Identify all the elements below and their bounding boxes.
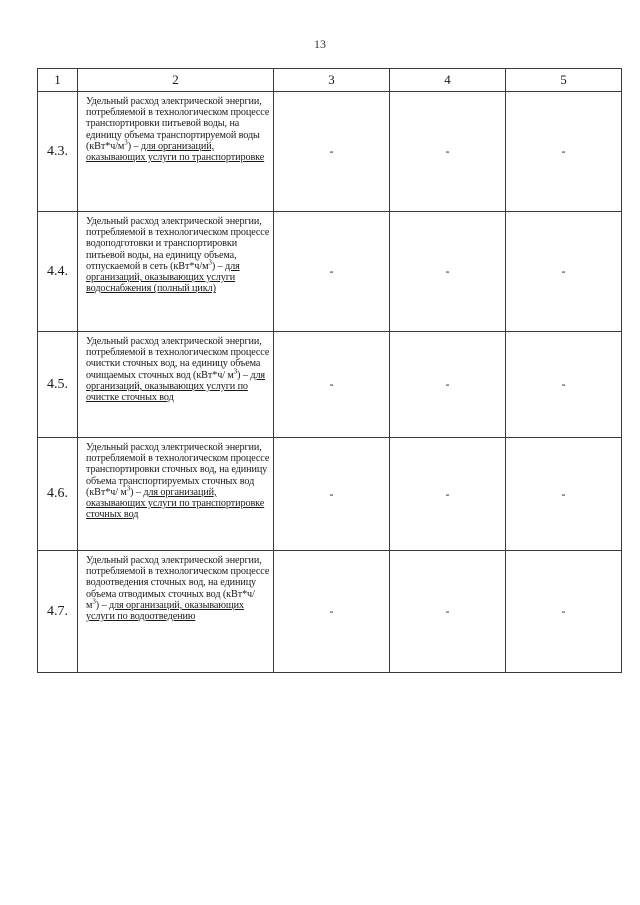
row-description: Удельный расход электрической энергии, потребляемой в технологическом процессе очистки сточных вод, на единицу объема очищаемых сточных вод (кВт*ч/ $м^3$) – для организаций, оказывающих услуги по очистке сточных вод: [78, 332, 274, 438]
row-number: 4.7.: [38, 551, 78, 673]
indicator-table: [37, 68, 622, 673]
cell-col3: -: [274, 438, 390, 551]
column-header-3: 3: [274, 69, 390, 92]
cell-col5: -: [506, 92, 622, 212]
column-header-2: 2: [78, 69, 274, 92]
table-row: [38, 438, 622, 551]
cell-col3: -: [274, 332, 390, 438]
table-row: [38, 551, 622, 673]
cell-col4: -: [390, 332, 506, 438]
column-header-4: 4: [390, 69, 506, 92]
row-number: 4.5.: [38, 332, 78, 438]
column-header-1: 1: [38, 69, 78, 92]
page-number: 13: [314, 37, 326, 51]
row-number: 4.4.: [38, 212, 78, 332]
row-description: Удельный расход электрической энергии, потребляемой в технологическом процессе транспортировки питьевой воды, на единицу объема транспортируемой воды $(кВт*ч/м^3)$ – для организаций, оказывающих услуги по транспортировке: [78, 92, 274, 212]
row-number: 4.6.: [38, 438, 78, 551]
cell-col4: -: [390, 212, 506, 332]
column-header-5: 5: [506, 69, 622, 92]
table-header-row: [38, 69, 622, 92]
cell-col5: -: [506, 212, 622, 332]
row-description: Удельный расход электрической энергии, потребляемой в технологическом процессе водоподготовки и транспортировки питьевой воды, на единицу объема, отпускаемой в сеть $(кВт*ч/м^3)$ – для организаций, оказывающих услуги водоснабжения (полный цикл): [78, 212, 274, 332]
table-row: [38, 212, 622, 332]
cell-col5: -: [506, 332, 622, 438]
row-number: 4.3.: [38, 92, 78, 212]
cell-col3: -: [274, 212, 390, 332]
cell-col4: -: [390, 551, 506, 673]
cell-col4: -: [390, 92, 506, 212]
cell-col4: -: [390, 438, 506, 551]
cell-col5: -: [506, 551, 622, 673]
row-description: Удельный расход электрической энергии, потребляемой в технологическом процессе транспортировки сточных вод, на единицу объема транспортируемых сточных вод (кВт*ч/ $м^3$) – для организаций, оказывающих услуги по транспортировке сточных вод: [78, 438, 274, 551]
cell-col3: -: [274, 92, 390, 212]
table-row: [38, 332, 622, 438]
cell-col5: -: [506, 438, 622, 551]
row-description: Удельный расход электрической энергии, потребляемой в технологическом процессе водоотведения сточных вод, на единицу объема отводимых сточных вод (кВт*ч/ $м^3$) – для организаций, оказывающих услуги по водоотведению: [78, 551, 274, 673]
table-row: [38, 92, 622, 212]
cell-col3: -: [274, 551, 390, 673]
